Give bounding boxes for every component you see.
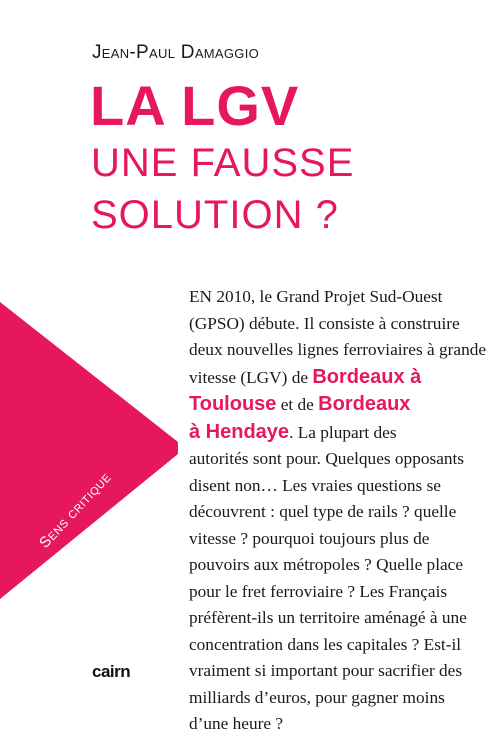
highlight-route: Bordeaux à — [312, 365, 422, 388]
blurb-text-fragment: vitesse (LGV) de — [189, 367, 313, 387]
blurb-line: milliards d’euros, pour gagner moins — [189, 687, 445, 707]
highlight-route: à Hendaye — [189, 420, 290, 443]
blurb-line: pour le fret ferroviaire ? Les Français — [189, 581, 448, 601]
highlight-route: Toulouse — [189, 393, 277, 415]
author-name: Jean-Paul Damaggio — [92, 42, 260, 63]
blurb-line: deux nouvelles lignes ferroviaires à grande — [189, 340, 487, 359]
blurb-line — [189, 419, 489, 447]
blurb-line: vitesse ? pourquoi toujours plus de — [189, 528, 430, 548]
blurb-line: disent non… Les vraies questions se — [189, 475, 441, 495]
blurb-line: (GPSO) débute. Il consiste à construire — [189, 313, 460, 333]
blurb-line — [189, 364, 489, 392]
blurb-line: EN 2010, le Grand Projet Sud-Ouest — [189, 287, 443, 306]
blurb-line: autorités sont pour. Quelques opposants — [189, 449, 465, 468]
blurb-line — [189, 391, 489, 419]
highlight-route: Bordeaux — [318, 393, 411, 415]
blurb-line: concentration dans les capitales ? Est-il — [189, 634, 462, 654]
blurb-line: préfèrent-ils un territoire aménagé à une — [189, 608, 467, 627]
blurb-line: vraiment si important pour sacrifier des — [189, 661, 463, 680]
publisher-logo: cairn — [92, 662, 131, 681]
triangle-shape — [0, 302, 178, 599]
title-line-2: UNE FAUSSE — [91, 141, 355, 185]
blurb-line: découvrent : quel type de rails ? quelle — [189, 502, 457, 521]
title-line-3: SOLUTION ? — [91, 193, 339, 237]
blurb-line: pouvoirs aux métropoles ? Quelle place — [189, 555, 464, 574]
collection-label: Sens critique — [36, 468, 115, 552]
title-line-1: LA LGV — [90, 74, 300, 137]
blurb-text-fragment: et de — [276, 395, 319, 414]
blurb-text — [189, 284, 489, 738]
blurb-line: d’une heure ? — [189, 714, 284, 733]
blurb-text-fragment: . La plupart des — [289, 422, 397, 442]
